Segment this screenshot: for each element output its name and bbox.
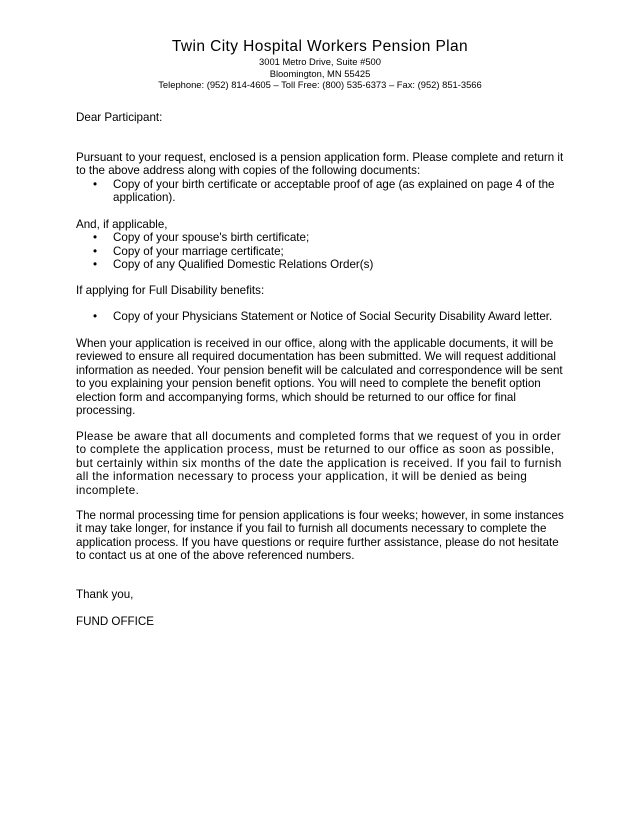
timing-paragraph: The normal processing time for pension applications is four weeks; however, in some instances it may take longer, for instance if you fail to furnish all documents necessary to complete the application process. If you have questions or require further assistance, please do not hesitate to contact us at one of the above referenced numbers. bbox=[76, 509, 564, 563]
applicable-block bbox=[76, 218, 566, 272]
intro-block bbox=[76, 151, 566, 205]
applicable-docs-list bbox=[76, 231, 566, 271]
aware-block bbox=[76, 430, 566, 497]
list-item-text: Copy of your spouse's birth certificate; bbox=[113, 231, 310, 245]
bullet-icon: • bbox=[93, 244, 98, 258]
list-item-text: Copy of your birth certificate or acceptable proof of age (as explained on page 4 of the application). bbox=[113, 177, 555, 205]
bullet-icon: • bbox=[93, 310, 98, 323]
review-paragraph: When your application is received in our office, along with the applicable documents, it will be reviewed to ensure all required documentation has been submitted. We will request additional information as needed. Your pension benefit will be calculated and correspondence will be sent to you explaining your pension benefit options. You will need to complete the benefit option election form and accompanying forms, which should be returned to our office for final processing. bbox=[76, 337, 563, 418]
review-block bbox=[76, 337, 566, 417]
salutation-block bbox=[76, 111, 566, 124]
signature-block bbox=[76, 615, 566, 628]
closing: Thank you, bbox=[76, 588, 134, 601]
timing-block bbox=[76, 509, 566, 563]
disability-heading-block bbox=[76, 284, 566, 297]
contact-line: Telephone: (952) 814-4605 – Toll Free: (800) 535-6373 – Fax: (952) 851-3566 bbox=[158, 79, 482, 90]
aware-paragraph: Please be aware that all documents and completed forms that we request of you in order to complete the application process, must be returned to our office as soon as possible, but certainly within six months of the date the application is received. If you fail to furnish all the information necessary to process your application, it will be denied as being incomplete. bbox=[76, 430, 562, 497]
disability-heading: If applying for Full Disability benefits: bbox=[76, 284, 265, 297]
list-item-text: Copy of your Physicians Statement or Notice of Social Security Disability Award letter. bbox=[113, 310, 553, 323]
closing-block bbox=[76, 588, 566, 601]
required-docs-list bbox=[76, 178, 566, 205]
bullet-icon: • bbox=[93, 231, 98, 245]
list-item bbox=[76, 258, 566, 271]
organization-name: Twin City Hospital Workers Pension Plan bbox=[171, 38, 469, 55]
list-item-text: Copy of any Qualified Domestic Relations Order(s) bbox=[113, 258, 374, 272]
address-line-1: 3001 Metro Drive, Suite #500 bbox=[259, 56, 381, 67]
letterhead bbox=[0, 38, 640, 91]
list-item bbox=[76, 231, 566, 244]
if-applicable-heading: And, if applicable, bbox=[76, 218, 168, 231]
list-item bbox=[76, 245, 566, 258]
address-line-2: Bloomington, MN 55425 bbox=[269, 67, 371, 79]
bullet-icon: • bbox=[93, 177, 98, 191]
disability-docs-list bbox=[76, 310, 566, 323]
bullet-icon: • bbox=[93, 258, 98, 272]
salutation: Dear Participant: bbox=[76, 111, 163, 124]
list-item bbox=[76, 310, 566, 323]
disability-list-block bbox=[76, 310, 566, 323]
signature: FUND OFFICE bbox=[76, 615, 154, 628]
list-item-text: Copy of your marriage certificate; bbox=[113, 244, 284, 258]
list-item bbox=[76, 178, 566, 205]
intro-paragraph: Pursuant to your request, enclosed is a pension application form. Please complete and return it to the above address along with copies of the following documents: bbox=[76, 151, 564, 178]
